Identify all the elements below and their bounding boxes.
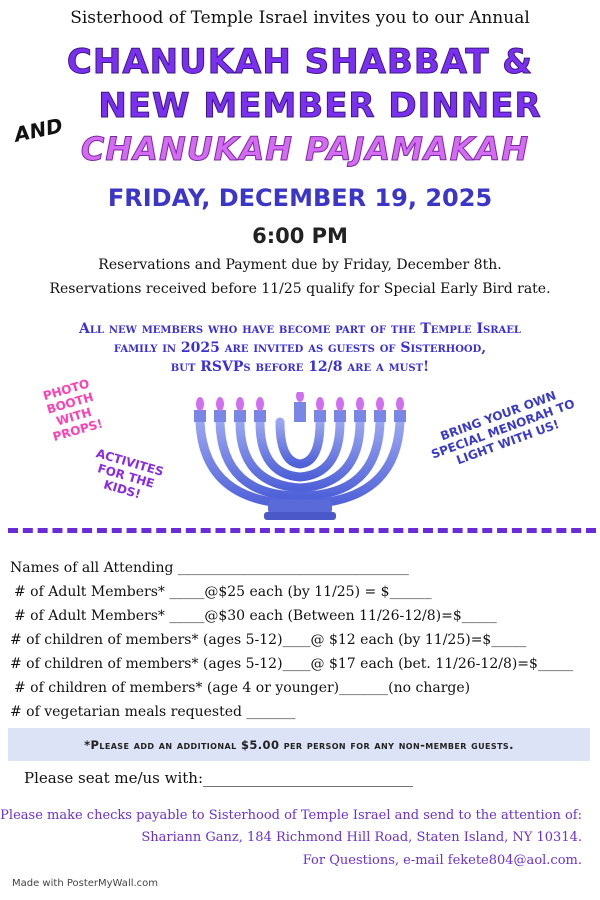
questions-email: For Questions, e-mail fekete804@aol.com. [302,853,582,868]
title-line-3: CHANUKAH PAJAMAKAH [80,130,530,168]
names-attending-field: Names of all Attending _________________________________ [10,560,409,576]
adult-late-field: # of Adult Members* _____@$30 each (Between 11/26-12/8)=$_____ [14,608,497,624]
kids-activities-note: ACTIVITES FOR THE KIDS! [94,446,166,502]
dashed-divider [8,528,596,533]
bring-menorah-note: BRING YOUR OWN SPECIAL MENORAH TO LIGHT WITH US! [429,388,577,468]
invitation-intro: Sisterhood of Temple Israel invites you to our Annual [70,8,530,28]
due-note: Reservations and Payment due by Friday, December 8th. [98,257,502,273]
seating-field: Please seat me/us with:____________________________ [24,769,414,787]
mailing-address: Shariann Ganz, 184 Richmond Hill Road, Staten Island, NY 10314. [141,830,582,845]
child-late-field: # of children of members* (ages 5-12)____@ $17 each (bet. 11/26-12/8)=$_____ [10,656,573,672]
new-members-line-1: All new members who have become part of the Temple Israel [79,321,521,337]
made-with-credit: Made with PosterMyWall.com [12,878,159,889]
photo-booth-note: PHOTO BOOTH WITH PROPS! [41,376,105,444]
early-bird-note: Reservations received before 11/25 qualify for Special Early Bird rate. [49,281,551,297]
nonmember-note: *Please add an additional $5.00 per person for any non-member guests. [84,738,514,752]
menorah-icon [180,392,420,522]
child-young-field: # of children of members* (age 4 or younger)_______(no charge) [14,680,471,696]
and-word: AND [12,113,65,147]
title-line-2: NEW MEMBER DINNER [98,86,542,126]
title-line-1: CHANUKAH SHABBAT & [66,42,534,82]
adult-early-field: # of Adult Members* _____@$25 each (by 11/25) = $______ [14,584,432,600]
new-members-line-2: family in 2025 are invited as guests of Sisterhood, [113,340,487,356]
child-early-field: # of children of members* (ages 5-12)____@ $12 each (by 11/25)=$_____ [10,632,527,648]
new-members-line-3: but RSVPs before 12/8 are a must! [170,359,430,375]
vegetarian-field: # of vegetarian meals requested _______ [10,704,296,720]
event-date: FRIDAY, DECEMBER 19, 2025 [107,184,493,212]
checks-payable-note: Please make checks payable to Sisterhood of Temple Israel and send to the attention of: [0,808,582,823]
event-time: 6:00 PM [252,224,348,248]
